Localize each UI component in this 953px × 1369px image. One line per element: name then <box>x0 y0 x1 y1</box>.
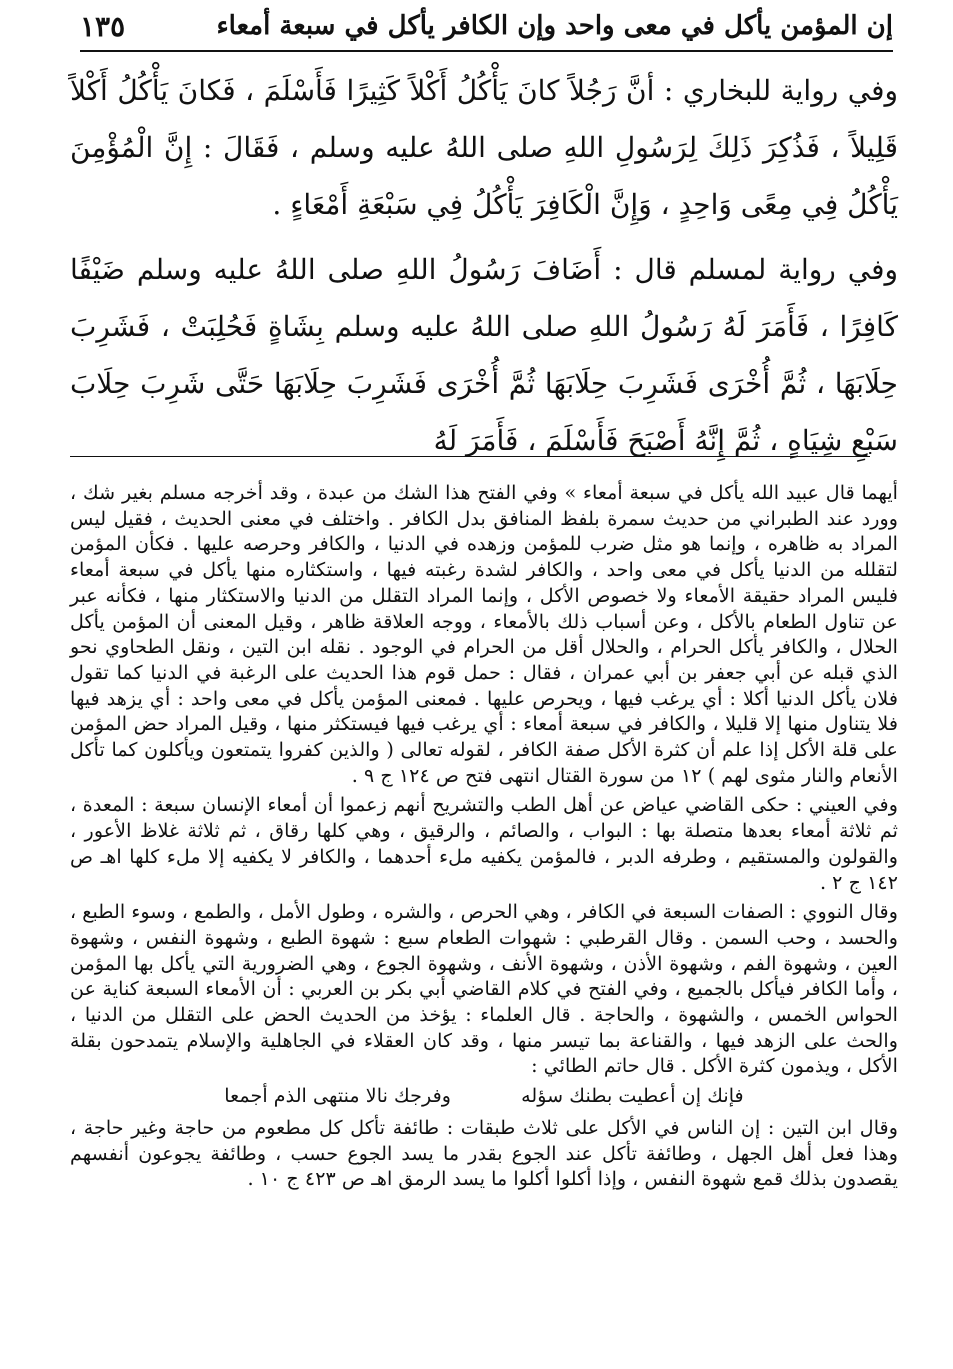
footnote-paragraph: وقال ابن التين : إن الناس في الأكل على ثلاث طبقات : طائفة تأكل كل مطعوم من حاجة وغير حاجة ، وهذا فعل أهل الجهل ، وطائفة تأكل عند الجوع بقدر ما يسد الجوع حسب ، وطائفة يجوعون أنفسهم يقصدون بذلك قمع شهوة النفس ، وإذا أكلوا أكلوا ما يسد الرمق اهـ ص ٤٢٣ ج ١٠ . <box>70 1115 898 1191</box>
verse-second-hemistich: وفرجك نالا منتهى الذم أجمعا <box>224 1084 452 1108</box>
footnotes <box>70 480 898 1192</box>
footnote-paragraph: وفي العيني : حكى القاضي عياض عن أهل الطب والتشريح أنهم زعموا أن أمعاء الإنسان سبعة : المعدة ، ثم ثلاثة أمعاء بعدها متصلة بها : البواب ، والصائم ، والرقيق ، وهي كلها رقاق ، ثم ثلاثة غلاظ الأعور ، والقولون والمستقيم ، وطرفه الدبر ، فالمؤمن يكفيه ملء أحدهما ، والكافر لا يكفيه إلا ملء كلها اهـ ص ١٤٢ ج ٢ . <box>70 793 898 894</box>
page-header <box>80 2 893 52</box>
main-text <box>70 62 898 477</box>
main-paragraph-bukhari: وفي رواية للبخاري : أنَّ رَجُلاً كانَ يَأْكُلُ أَكْلاً كَثِيرًا فَأَسْلَمَ ، فَكانَ يَأْكُلُ أَكْلاً قَلِيلاً ، فَذُكِرَ ذَلِكَ لِرَسُولِ اللهِ صلى اللهُ عليه وسلم ، فَقَالَ : إِنَّ الْمُؤْمِنَ يَأْكُلُ فِي مِعًى وَاحِدٍ ، وَإِنَّ الْكَافِرَ يَأْكُلُ فِي سَبْعَةِ أَمْعَاءٍ . <box>70 74 898 221</box>
verse-first-hemistich: فإنك إن أعطيت بطنك سؤله <box>521 1084 744 1108</box>
page-number: ١٣٥ <box>80 9 126 43</box>
main-paragraph-muslim: وفي رواية لمسلم قال : أَضَافَ رَسُولُ اللهِ صلى اللهُ عليه وسلم ضَيْفًا كَافِرًا ، فَأَمَرَ لَهُ رَسُولُ اللهِ صلى اللهُ عليه وسلم بِشَاةٍ فَحُلِبَتْ ، فَشَرِبَ حِلَابَهَا ، ثُمَّ أُخْرَى فَشَرِبَ حِلَابَهَا ثُمَّ أُخْرَى فَشَرِبَ حِلَابَهَا حَتَّى شَرِبَ حِلَابَ سَبْعِ شِيَاهٍ ، ثُمَّ إِنَّهُ أَصْبَحَ فَأَسْلَمَ ، فَأَمَرَ لَهُ <box>70 253 898 457</box>
footnote-divider <box>70 456 870 457</box>
footnote-paragraph: وقال النووي : الصفات السبعة في الكافر ، وهي الحرص ، والشره ، وطول الأمل ، والطمع ، وسوء الطبع ، والحسد ، وحب السمن . وقال القرطبي : شهوات الطعام سبع : شهوة الطبع ، وشهوة النفس ، وشهوة العين ، وشهوة الفم ، وشهوة الأذن ، وشهوة الأنف ، وشهوة الجوع ، وهي الضرورية التي يأكل بها المؤمن ، وأما الكافر فيأكل بالجميع ، وفي الفتح في كلام القاضي أبي بكر بن العربي : أن الأمعاء السبعة كناية عن الحواس الخمس ، والشهوة ، والحاجة . قال العلماء : يؤخذ من الحديث الحض على التقلل من الدنيا ، والحث على الزهد فيها ، والقناعة بما تيسر منها ، وقد كان العقلاء في الجاهلية والإسلام يتمدحون بقلة الأكل ، ويذمون كثرة الأكل . قال حاتم الطائي : <box>70 900 898 1078</box>
running-title: إن المؤمن يأكل في معى واحد وإن الكافر يأكل في سبعة أمعاء <box>216 11 893 41</box>
footnote-paragraph: أيهما قال عبيد الله يأكل في سبعة أمعاء » وفي الفتح هذا الشك من عبدة ، وقد أخرجه مسلم بغير شك ، وورد عند الطبراني من حديث سمرة بلفظ المنافق بدل الكافر . واختلف في معنى الحديث ، فقيل ليس المراد به ظاهره ، وإنما هو مثل ضرب للمؤمن وزهده في الدنيا ، والكافر وحرصه عليها . فكأن المؤمن لتقلله من الدنيا يأكل في معى واحد ، والكافر لشدة رغبته فيها ، واستكثاره منها يأكل في سبعة أمعاء فليس المراد حقيقة الأمعاء ولا خصوص الأكل ، وإنما المراد التقلل من الدنيا والاستكثار منها ، فكأنه عبر عن تناول الطعام بالأكل ، وعن أسباب ذلك بالأمعاء ، ووجه العلاقة ظاهر ، وقيل المعنى أن المؤمن يأكل الحلال ، والكافر يأكل الحرام ، والحلال أقل من الحرام في الوجود . نقله ابن التين ، ونقل الطحاوي نحو الذي قبله عن أبي جعفر بن أبي عمران ، فقال : حمل قوم هذا الحديث على الرغبة في الدنيا كما تقول فلان يأكل الدنيا أكلا : أي يرغب فيها ، ويحرص عليها . فمعنى المؤمن يأكل في معى واحد : أي يزهد فيها فلا يتناول منها إلا قليلا ، والكافر في سبعة أمعاء : أي يرغب فيها فيستكثر منها ، وقيل المراد حض المؤمن على قلة الأكل إذا علم أن كثرة الأكل صفة الكافر ، لقوله تعالى ( والذين كفروا يتمتعون ويأكلون كما تأكل الأنعام والنار مثوى لهم ) ١٢ من سورة القتال انتهى فتح ص ١٢٤ ج ٩ . <box>70 481 898 787</box>
poetry-verse <box>70 1083 898 1109</box>
